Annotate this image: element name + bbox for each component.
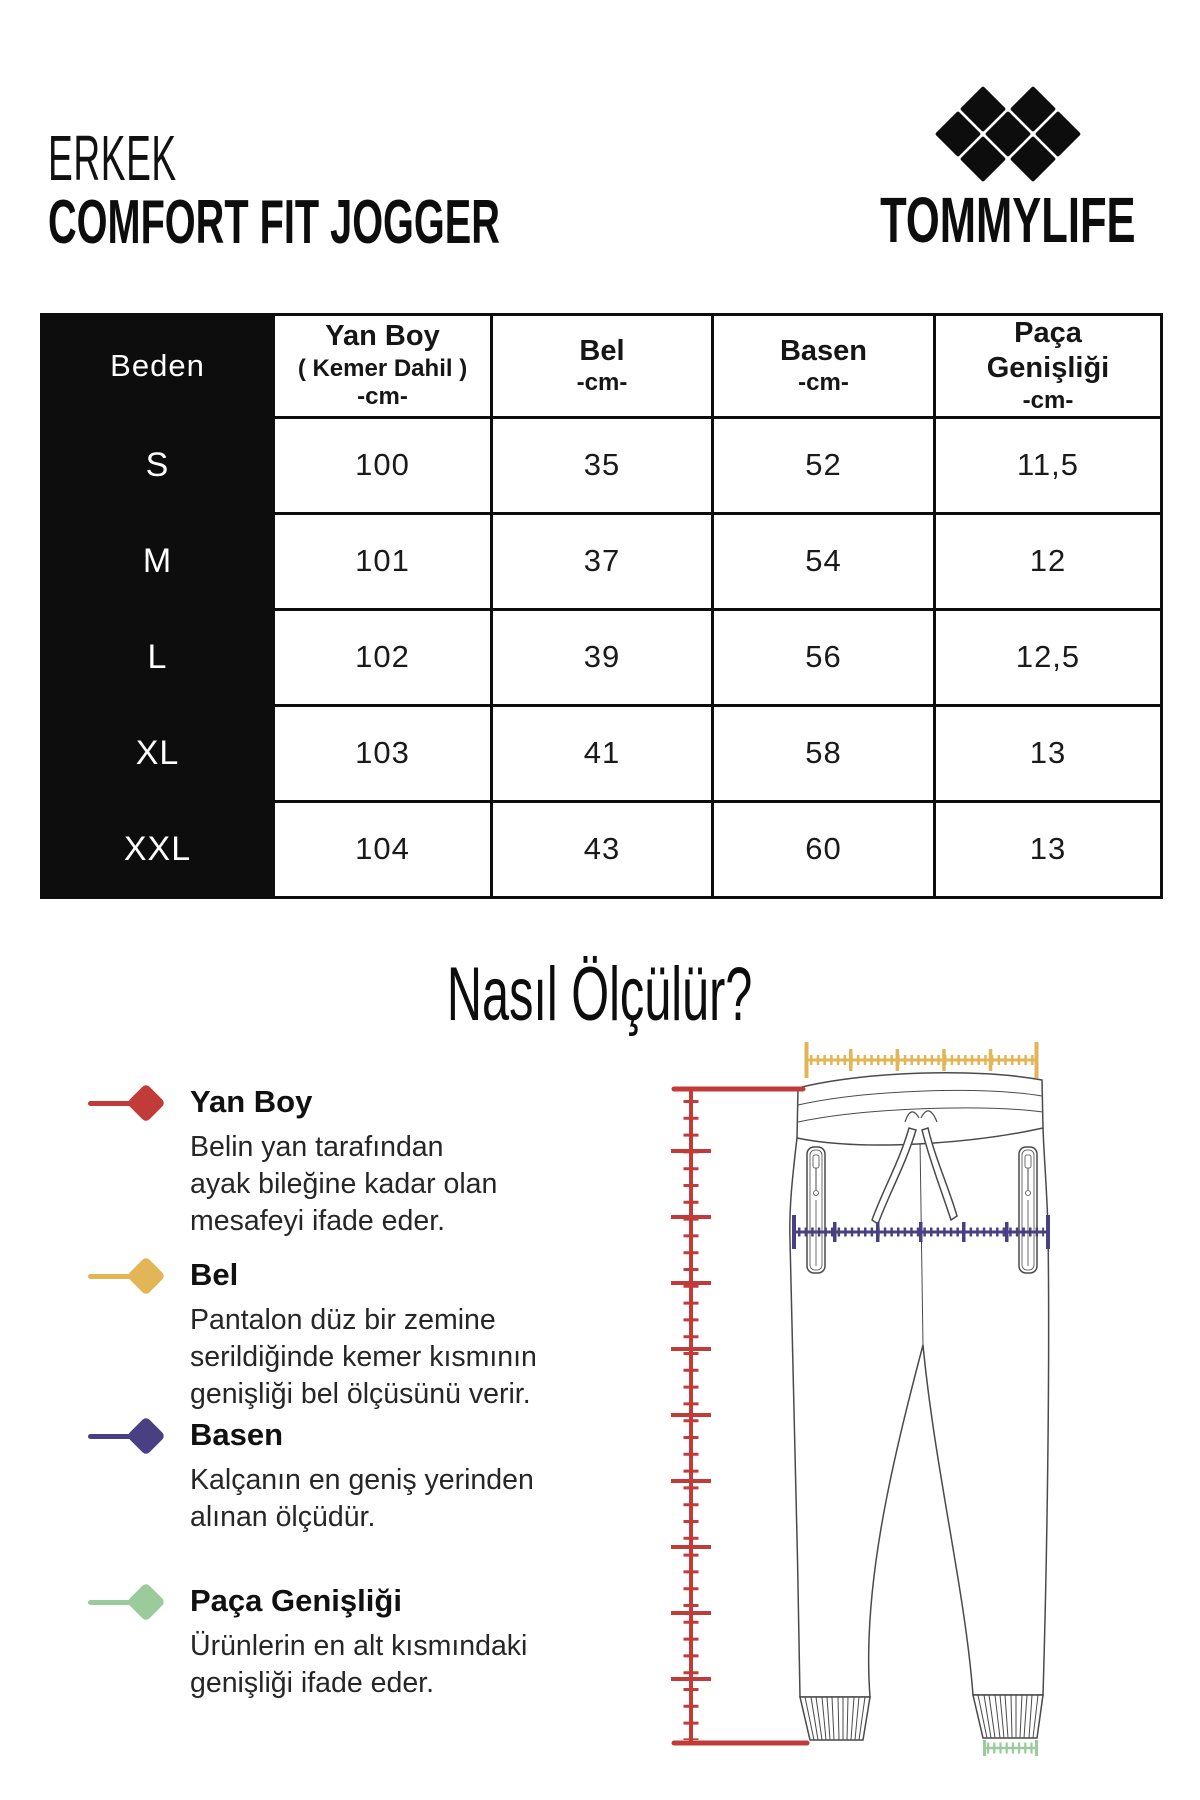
size-row-xl [42,705,1162,801]
diamond-icon [126,1256,166,1296]
desc-line: Kalçanın en geniş yerinden [190,1464,534,1497]
header-line: -cm- [1022,386,1074,414]
category-title [48,122,270,194]
brand-name [820,184,1196,256]
category-title-text: ERKEK [48,122,177,194]
paca-marker-icon [88,1584,190,1628]
desc-line: mesafeyi ifade eder. [190,1205,446,1238]
jogger-measurement-diagram [560,1040,1160,1800]
header-yan-boy [274,315,492,418]
brand-block [872,84,1144,256]
desc-line: genişliği ifade eder. [190,1667,435,1700]
yan-boy-marker-icon [88,1085,190,1129]
product-title-text: COMFORT FIT JOGGER [48,188,500,257]
legend-label: Paça Genişliği [190,1583,402,1618]
legend-text [190,1258,537,1413]
legend-text [190,1085,497,1240]
desc-line: genişliği bel ölçüsünü verir. [190,1378,531,1411]
header-line: -cm- [357,383,408,411]
value-cell: 35 [492,417,713,513]
header-paca-genisligi [935,315,1162,418]
right-zip-pocket [1019,1147,1037,1273]
legend-description [190,1628,527,1702]
desc-line: serildiğinde kemer kısmının [190,1341,537,1374]
value-cell: 13 [935,801,1162,897]
legend-item-basen [88,1418,534,1536]
size-label: XXL [42,801,274,897]
value-cell: 58 [713,705,935,801]
value-cell: 104 [274,801,492,897]
legend-description [190,1302,537,1413]
diamond-icon [126,1416,166,1456]
size-row-xxl [42,801,1162,897]
size-row-m [42,513,1162,609]
left-zip-pocket [807,1147,825,1273]
header-line: Basen [779,334,868,367]
jogger-drawing [790,1073,1049,1740]
legend-label: Basen [190,1417,284,1452]
pants-body [790,1128,1049,1697]
desc-line: ayak bileğine kadar olan [190,1168,498,1201]
header-line: Genişliği [986,352,1110,385]
desc-line: Belin yan tarafından [190,1131,444,1164]
value-cell: 41 [492,705,713,801]
legend-text [190,1418,534,1536]
header-basen [713,315,935,418]
value-cell: 39 [492,609,713,705]
legend-description [190,1129,497,1240]
legend-item-paca-genisligi [88,1584,527,1702]
value-cell: 56 [713,609,935,705]
value-cell: 101 [274,513,492,609]
legend-label: Bel [190,1257,239,1292]
brand-name-text: TOMMYLIFE [880,184,1136,256]
value-cell: 103 [274,705,492,801]
value-cell: 12 [935,513,1162,609]
measure-section-title [0,952,1200,1037]
legend-item-yan-boy [88,1085,497,1240]
diamond-icon [126,1083,166,1123]
legend-description [190,1462,534,1536]
header-line: ( Kemer Dahil ) [297,354,468,382]
product-title [48,188,754,257]
brand-diamonds-logo-icon [933,84,1083,184]
value-cell: 60 [713,801,935,897]
measure-section-title-text: Nasıl Ölçülür? [447,952,753,1037]
size-label: L [42,609,274,705]
size-row-s [42,417,1162,513]
bel-marker-icon [88,1258,190,1302]
legend-text [190,1584,527,1702]
value-cell: 54 [713,513,935,609]
size-label: S [42,417,274,513]
header-line: -cm- [798,369,849,397]
desc-line: alınan ölçüdür. [190,1501,376,1534]
value-cell: 102 [274,609,492,705]
header-line: -cm- [576,369,628,397]
size-row-l [42,609,1162,705]
size-label: XL [42,705,274,801]
header-line: Yan Boy [325,320,440,353]
legend-item-bel [88,1258,537,1413]
desc-line: Ürünlerin en alt kısmındaki [190,1630,528,1663]
legend-label: Yan Boy [190,1084,313,1119]
value-cell: 43 [492,801,713,897]
value-cell: 11,5 [935,417,1162,513]
value-cell: 12,5 [935,609,1162,705]
yan-boy-ruler [674,1087,807,1745]
size-label: M [42,513,274,609]
size-table-header-row [42,315,1162,418]
basen-marker-icon [88,1418,190,1462]
value-cell: 52 [713,417,935,513]
value-cell: 13 [935,705,1162,801]
header-line: Paça [1014,317,1082,349]
header-line: Bel [579,334,625,367]
size-table [40,313,1163,899]
header-bel [492,315,713,418]
header-beden: Beden [42,315,274,418]
desc-line: Pantalon düz bir zemine [190,1304,496,1337]
paca-genisligi-ruler [983,1740,1038,1756]
diamond-icon [126,1582,166,1622]
value-cell: 100 [274,417,492,513]
value-cell: 37 [492,513,713,609]
